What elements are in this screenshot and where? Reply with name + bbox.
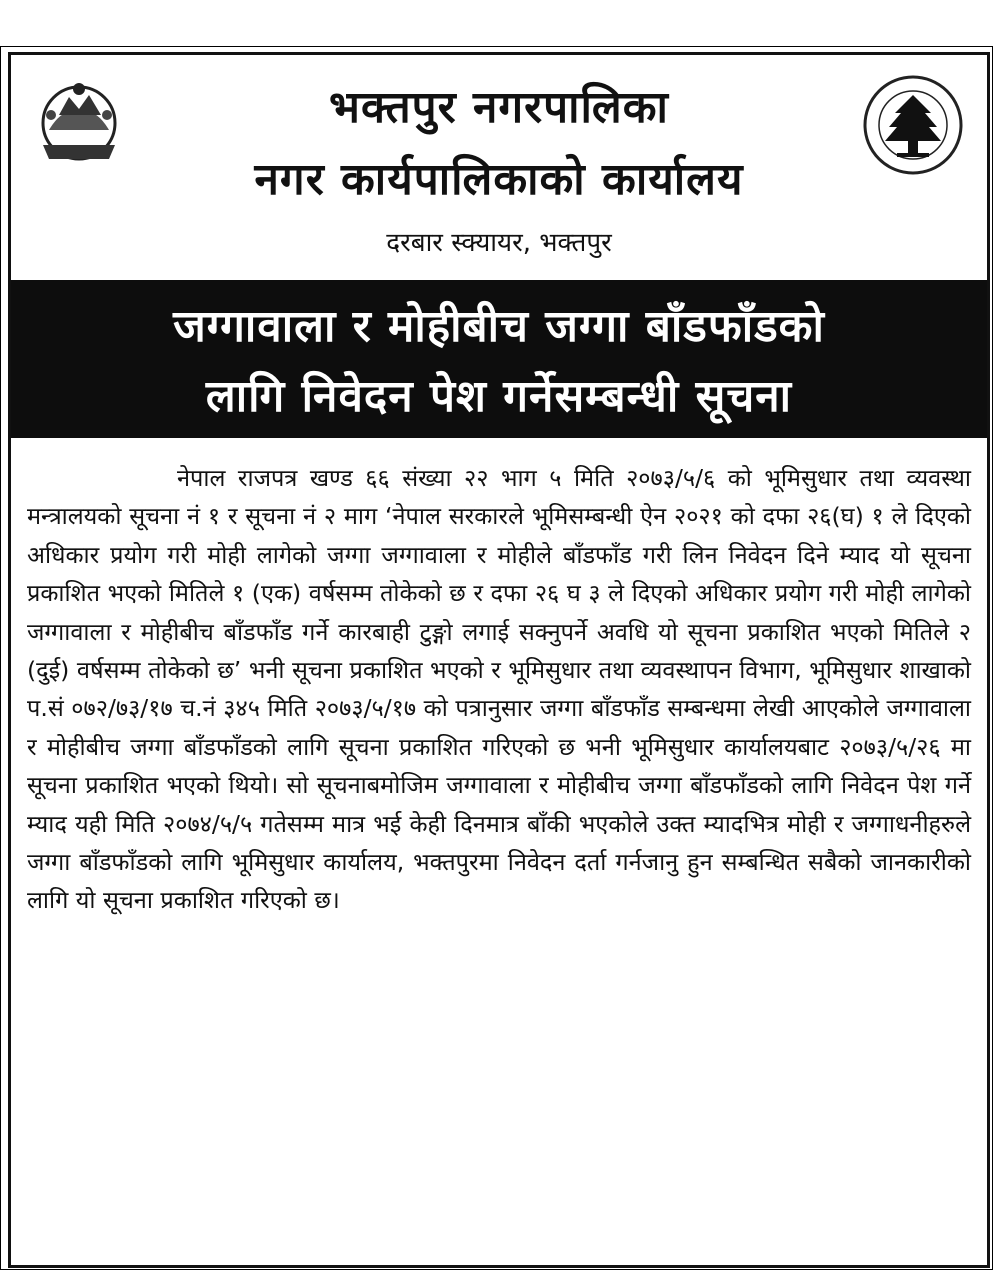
notice-header <box>11 55 987 275</box>
notice-banner <box>11 280 987 438</box>
banner-title-line1: जग्गावाला र मोहीबीच जग्गा बाँडफाँडको <box>173 301 825 352</box>
notice-box <box>8 52 990 1268</box>
office-address: दरबार स्क्यायर, भक्तपुर <box>386 228 612 258</box>
office-title-line2: नगर कार्यपालिकाको कार्यालय <box>254 154 744 205</box>
notice-paragraph: नेपाल राजपत्र खण्ड ६६ संख्या २२ भाग ५ मिति २०७३/५/६ को भूमिसुधार तथा व्यवस्था मन्त्रालयको सूचना नं १ र सूचना नं २ माग ‘नेपाल सरकारले भूमिसम्बन्धी ऐन २०२१ को दफा २६(घ) १ ले दिएको अधिकार प्रयोग गरी मोही लागेको जग्गा जग्गावाला र मोहीले बाँडफाँड गरी लिन निवेदन दिने म्याद यो सूचना प्रकाशित भएको मितिले १ (एक) वर्षसम्म तोकेको छ र दफा २६ घ ३ ले दिएको अधिकार प्रयोग गरी मोही लागेको जग्गावाला र मोहीबीच बाँडफाँड गर्ने कारबाही टुङ्गो लगाई सक्नुपर्ने अवधि यो सूचना प्रकाशित भएको मितिले २ (दुई) वर्षसम्म तोकेको छ’ भनी सूचना प्रकाशित भएको र भूमिसुधार तथा व्यवस्थापन विभाग, भूमिसुधार शाखाको प.सं ०७२/७३/१७ च.नं ३४५ मिति २०७३/५/१७ को पत्रानुसार जग्गा बाँडफाँड सम्बन्धमा लेखी आएकोले जग्गावाला र मोहीबीच जग्गा बाँडफाँडको लागि सूचना प्रकाशित गरिएको छ भनी भूमिसुधार कार्यालयबाट २०७३/५/२६ मा सूचना प्रकाशित भएको थियो। सो सूचनाबमोजिम जग्गावाला र मोहीबीच जग्गा बाँडफाँडको लागि निवेदन पेश गर्ने म्याद यही मिति २०७४/५/५ गतेसम्म मात्र भई केही दिनमात्र बाँकी भएकोले उक्त म्यादभित्र मोही र जग्गाधनीहरुले जग्गा बाँडफाँडको लागि भूमिसुधार कार्यालय, भक्तपुरमा निवेदन दर्ता गर्नजानु हुन सम्बन्धित सबैको जानकारीको लागि यो सूचना प्रकाशित गरिएको छ। <box>27 464 971 915</box>
banner-title-line2: लागि निवेदन पेश गर्नेसम्बन्धी सूचना <box>205 371 793 422</box>
office-title-line1: भक्तपुर नगरपालिका <box>329 82 669 133</box>
municipality-logo-icon <box>861 73 965 177</box>
notice-body <box>27 459 971 920</box>
